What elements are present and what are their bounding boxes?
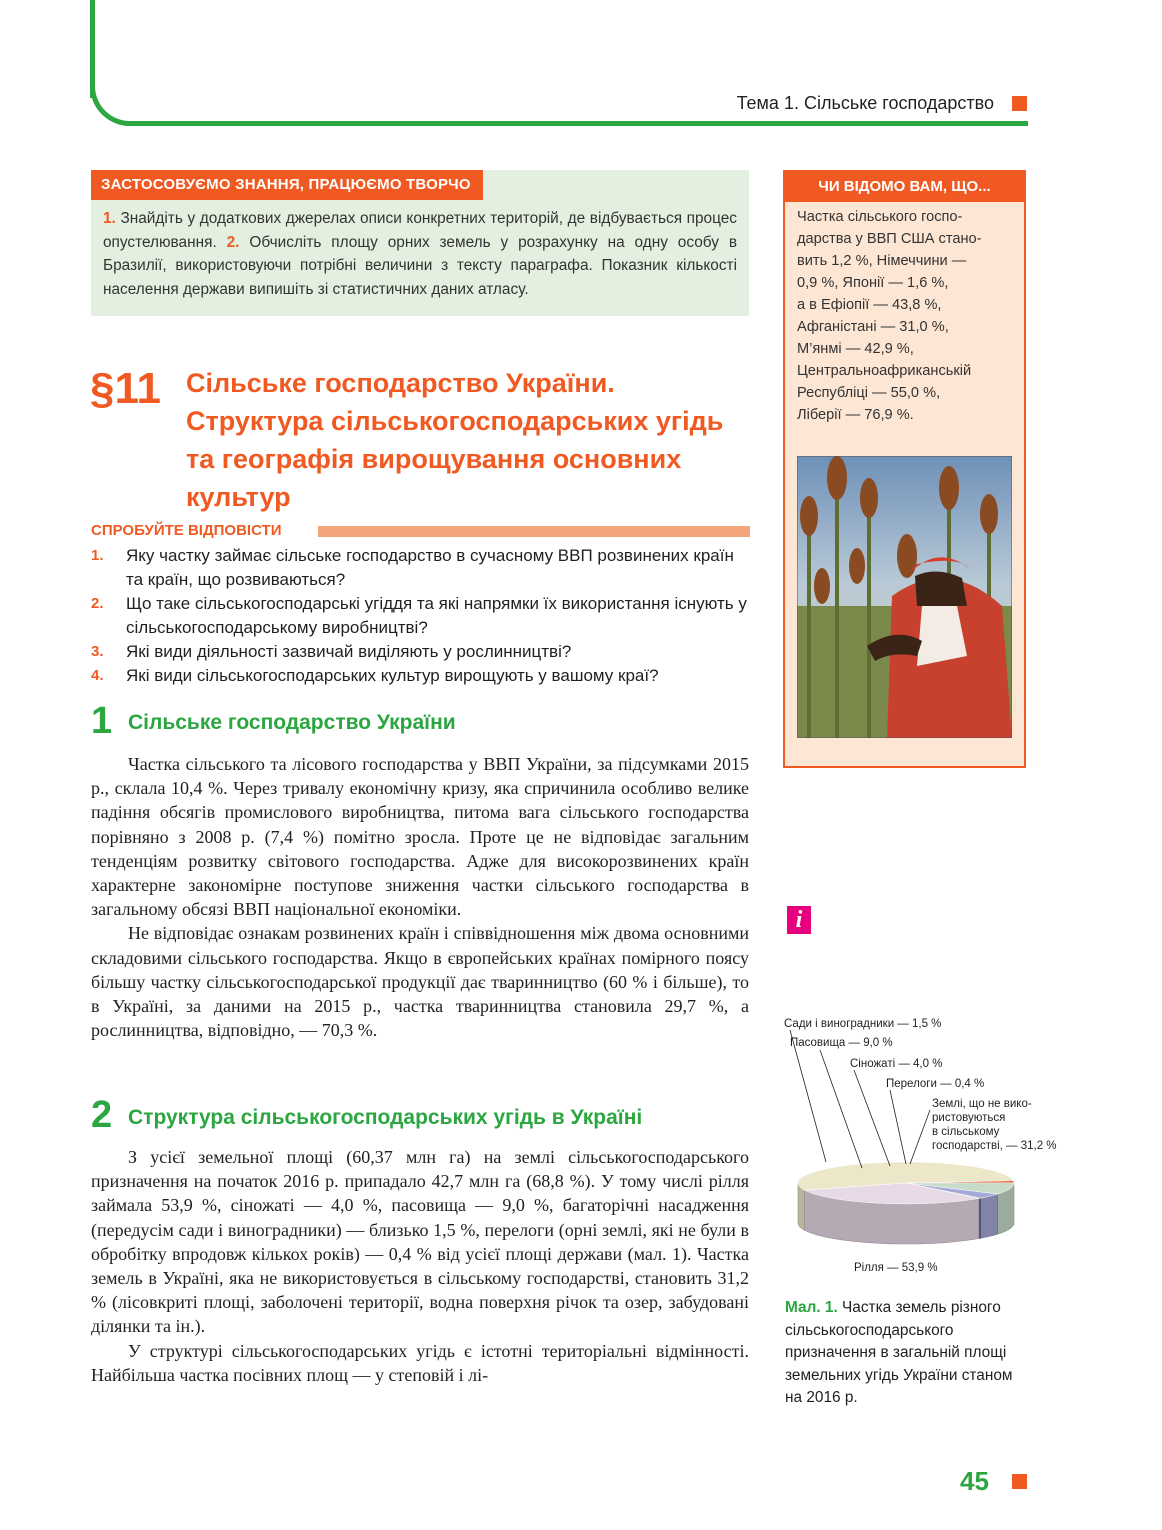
- task-text: Знайдіть у додаткових джерелах описи конкретних територій, де відбувається процес опустелювання.: [103, 210, 738, 251]
- fact-line: М’янмі — 42,9 %,: [797, 341, 914, 357]
- question-number: 4.: [91, 667, 104, 684]
- question-item: [91, 640, 751, 664]
- question-item: [91, 544, 751, 592]
- header-frame-corner: [90, 78, 142, 126]
- try-answer-bar: [318, 526, 750, 537]
- land-use-pie-chart: [780, 1010, 1080, 1290]
- pie-slice-side: [981, 1194, 998, 1238]
- pie-leader-line: [910, 1110, 930, 1164]
- fact-line: 0,9 %, Японії — 1,6 %,: [797, 275, 949, 291]
- pie-label: Землі, що не вико-ристовуються в сільському господарстві, — 31,2 %: [932, 1098, 1057, 1152]
- pie-label: Перелоги — 0,4 %: [886, 1078, 985, 1090]
- paragraph-number: §11: [90, 364, 161, 413]
- section-number: 2: [91, 1094, 113, 1136]
- question-text: Що таке сільськогосподарські угіддя та які напрямки їх використання існують у сільськогосподарському виробництві?: [126, 594, 747, 637]
- task-number: 2.: [226, 233, 240, 251]
- did-you-know-tag: ЧИ ВІДОМО ВАМ, ЩО...: [783, 170, 1026, 202]
- page-marker: [1012, 1474, 1027, 1489]
- figure-caption: [785, 1297, 1030, 1410]
- pie-leader-line: [890, 1090, 906, 1164]
- question-text: Які види сільськогосподарських культур вирощують у вашому краї?: [126, 666, 659, 685]
- caption-label: Мал. 1.: [785, 1299, 838, 1316]
- question-number: 3.: [91, 643, 104, 660]
- fact-line: Ліберії — 76,9 %.: [797, 407, 914, 423]
- fact-line: Центральноафриканській: [797, 363, 972, 379]
- section-1-text: [91, 752, 749, 1042]
- question-number: 2.: [91, 595, 104, 612]
- fact-line: дарства у ВВП США стано-: [797, 231, 982, 247]
- section-title: Сільське господарство України: [128, 711, 456, 734]
- task-text: Обчисліть площу орних земель у розрахунку на одну особу в Бразилії, використовуючи потрібні величини з тексту параграфа. Показник кількості населення держави випишіть зі статистичних даних атласу.: [103, 233, 738, 298]
- task-number: 1.: [103, 210, 116, 227]
- fact-line: Частка сільського госпо-: [797, 209, 963, 225]
- apply-knowledge-text: [103, 207, 737, 301]
- pie-label: Рілля — 53,9 %: [854, 1262, 938, 1274]
- section-2-text: [91, 1145, 749, 1387]
- sorghum-field-photo: [797, 456, 1012, 738]
- page-number: 45: [960, 1466, 989, 1496]
- pie-label: Пасовища — 9,0 %: [790, 1037, 893, 1049]
- did-you-know-text: [797, 206, 1017, 426]
- body-paragraph: З усієї земельної площі (60,37 млн га) на землі сільськогосподарського призначення на початок 2016 р. припадало 42,7 млн га (68,8 %). У тому числі рілля займала 53,9 %, сіножаті — 4,0 %, пасовища — 9,0 %, багаторічні насадження (передусім сади і виноградники) — близько 1,5 %, перелоги (орні землі, які не були в обробітку впродовж кількох років) — 0,4 % від усієї площі держави (мал. 1). Частка земель в Україні, яка не використовується в сільському господарстві, становить 31,2 % (лісовкриті площі, заболочені території, водна поверхня річок та озер, забудовані ділянки та ін.).: [91, 1147, 749, 1337]
- topic-marker: [1012, 96, 1027, 111]
- pie-leader-line: [790, 1030, 826, 1162]
- apply-knowledge-tag: ЗАСТОСОВУЄМО ЗНАННЯ, ПРАЦЮЄМО ТВОРЧО: [91, 170, 483, 200]
- pie-slice-side: [798, 1183, 805, 1230]
- question-item: [91, 592, 751, 640]
- body-paragraph: Частка сільського та лісового господарства у ВВП України, за підсумками 2015 р., склала 10,4 %. Через тривалу економічну кризу, яка спричинила особливо велике падіння обсягів промислового виробництва, питома вага сільського господарства порівняно з 2008 р. (7,4 %) помітно зросла. Проте це не відповідає загальним тенденціям розвитку світового господарства. Адже для високорозвинених країн характерне закономірне поступове зниження частки сільського господарства в загальному обсязі ВВП національної економіки.: [91, 754, 749, 920]
- body-paragraph: Не відповідає ознакам розвинених країн і співвідношення між двома основними складовими сільського господарства. Якщо в європейських країнах помірного поясу більшу частку сільськогосподарської продукції дає тваринництво (60 % і більше), то в Україні, за даними на 2015 р., частка тваринництва становила 29,7 %, а рослинництва, відповідно, — 70,3 %.: [91, 923, 749, 1041]
- question-number: 1.: [91, 547, 104, 564]
- pie-leader-line: [854, 1070, 890, 1166]
- pie-label: Сади і виноградники — 1,5 %: [784, 1018, 942, 1030]
- question-text: Які види діяльності зазвичай виділяють у рослинництві?: [126, 642, 572, 661]
- body-paragraph: У структурі сільськогосподарських угідь є істотні територіальні відмінності. Найбільша частка посівних площ — у степовій і лі-: [91, 1340, 749, 1385]
- fact-line: Республіці — 55,0 %,: [797, 385, 941, 401]
- fact-line: а в Ефіопії — 43,8 %,: [797, 297, 942, 313]
- pie-label: Сіножаті — 4,0 %: [850, 1058, 943, 1070]
- question-text: Яку частку займає сільське господарство в сучасному ВВП розвинених країн та країн, що розвиваються?: [126, 546, 734, 589]
- section-number: 1: [91, 700, 113, 742]
- caption-text: Частка земель різного сільськогосподарського призначення в загальній площі земельних угідь України станом на 2016 р.: [785, 1299, 1013, 1406]
- section-title: Структура сільськогосподарських угідь в Україні: [128, 1106, 643, 1129]
- header-rule: [138, 121, 1028, 126]
- question-item: [91, 664, 751, 688]
- info-icon: i: [787, 906, 811, 934]
- fact-line: вить 1,2 %, Німеччини —: [797, 253, 967, 269]
- topic-title: Тема 1. Сільське господарство: [736, 93, 994, 113]
- fact-line: Афганістані — 31,0 %,: [797, 319, 949, 335]
- paragraph-title: Сільське господарство України. Структура сільськогосподарських угідь та географія вирощування основних культур: [186, 368, 724, 512]
- try-answer-label: СПРОБУЙТЕ ВІДПОВІСТИ: [91, 522, 282, 539]
